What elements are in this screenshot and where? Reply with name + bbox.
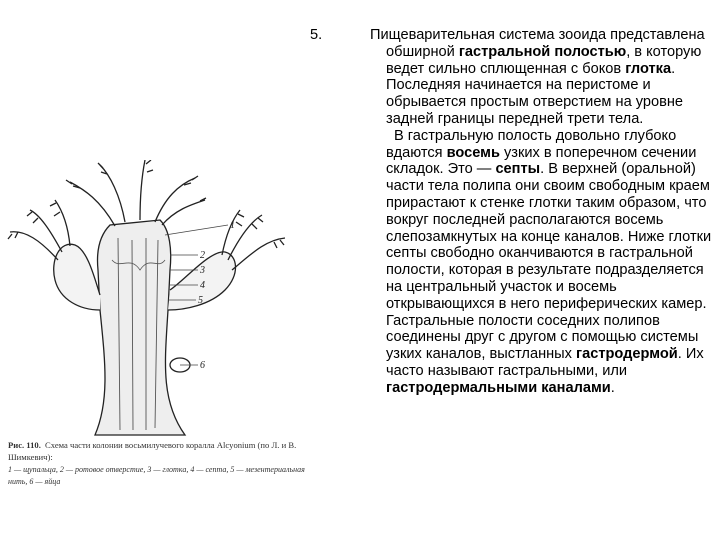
label-3: 3 bbox=[200, 265, 205, 276]
term-pharynx: глотка bbox=[625, 60, 672, 77]
text-run: , в которую ведет сильно сплющенная с боков bbox=[386, 43, 702, 77]
alcyonium-polyp-drawing bbox=[0, 160, 330, 440]
caption-title: Рис. 110. bbox=[8, 440, 41, 450]
term-eight: восемь bbox=[446, 144, 500, 161]
text-run: Пищеварительная система зооида представлена обширной bbox=[370, 27, 705, 60]
term-gastrodermis: гастродермой bbox=[576, 346, 678, 363]
paragraph-number: 5. bbox=[310, 27, 323, 43]
text-run: В гастральную полость довольно глубоко вдаются bbox=[386, 127, 677, 161]
label-4: 4 bbox=[200, 280, 205, 291]
text-run: . Последняя начинается на перистоме и обрывается простым отверстием на уровне задней границы передней трети тела. bbox=[386, 60, 684, 127]
text-run: узких в поперечном сечении складок. Это — bbox=[386, 144, 697, 178]
term-gastrodermal-canals: гастродермальными каналами bbox=[386, 379, 611, 396]
label-1: 1 bbox=[230, 220, 235, 231]
text-run: . Их часто называют гастральными, или bbox=[386, 346, 704, 379]
label-5: 5 bbox=[198, 295, 203, 306]
term-gastral-cavity: гастральной полостью bbox=[458, 43, 627, 60]
label-6: 6 bbox=[200, 360, 205, 371]
paragraph-septa bbox=[348, 128, 718, 397]
text-run: . В верхней (оральной) части тела полипа они своим свободным краем прирастают к стенке глотки таким образом, что вокруг последней располагаются восемь слепозамкнутых на конце каналов. Ниже глотки септы свободно оканчиваются в гастральной полости, которая в результате подразделяется на центральный участок и восемь открывающихся в него периферических камер. Гастральные полости соседних полипов соединены друг с другом с помощью системы узких каналов, выстланных bbox=[386, 161, 712, 363]
body-text bbox=[310, 27, 718, 397]
term-septa: септы bbox=[495, 161, 541, 178]
label-2: 2 bbox=[200, 250, 205, 261]
text-run: . bbox=[610, 379, 615, 396]
caption-text: Схема части колонии восьмилучевого коралла Alcyonium (по Л. и В. Шимкевич): bbox=[8, 440, 297, 462]
paragraph-digestive-system bbox=[310, 27, 718, 128]
figure-caption bbox=[8, 440, 323, 487]
caption-legend: 1 — щупальца, 2 — ротовое отверстие, 3 — глотка, 4 — септа, 5 — мезентериальная нить, 6 — яйца bbox=[8, 465, 305, 486]
